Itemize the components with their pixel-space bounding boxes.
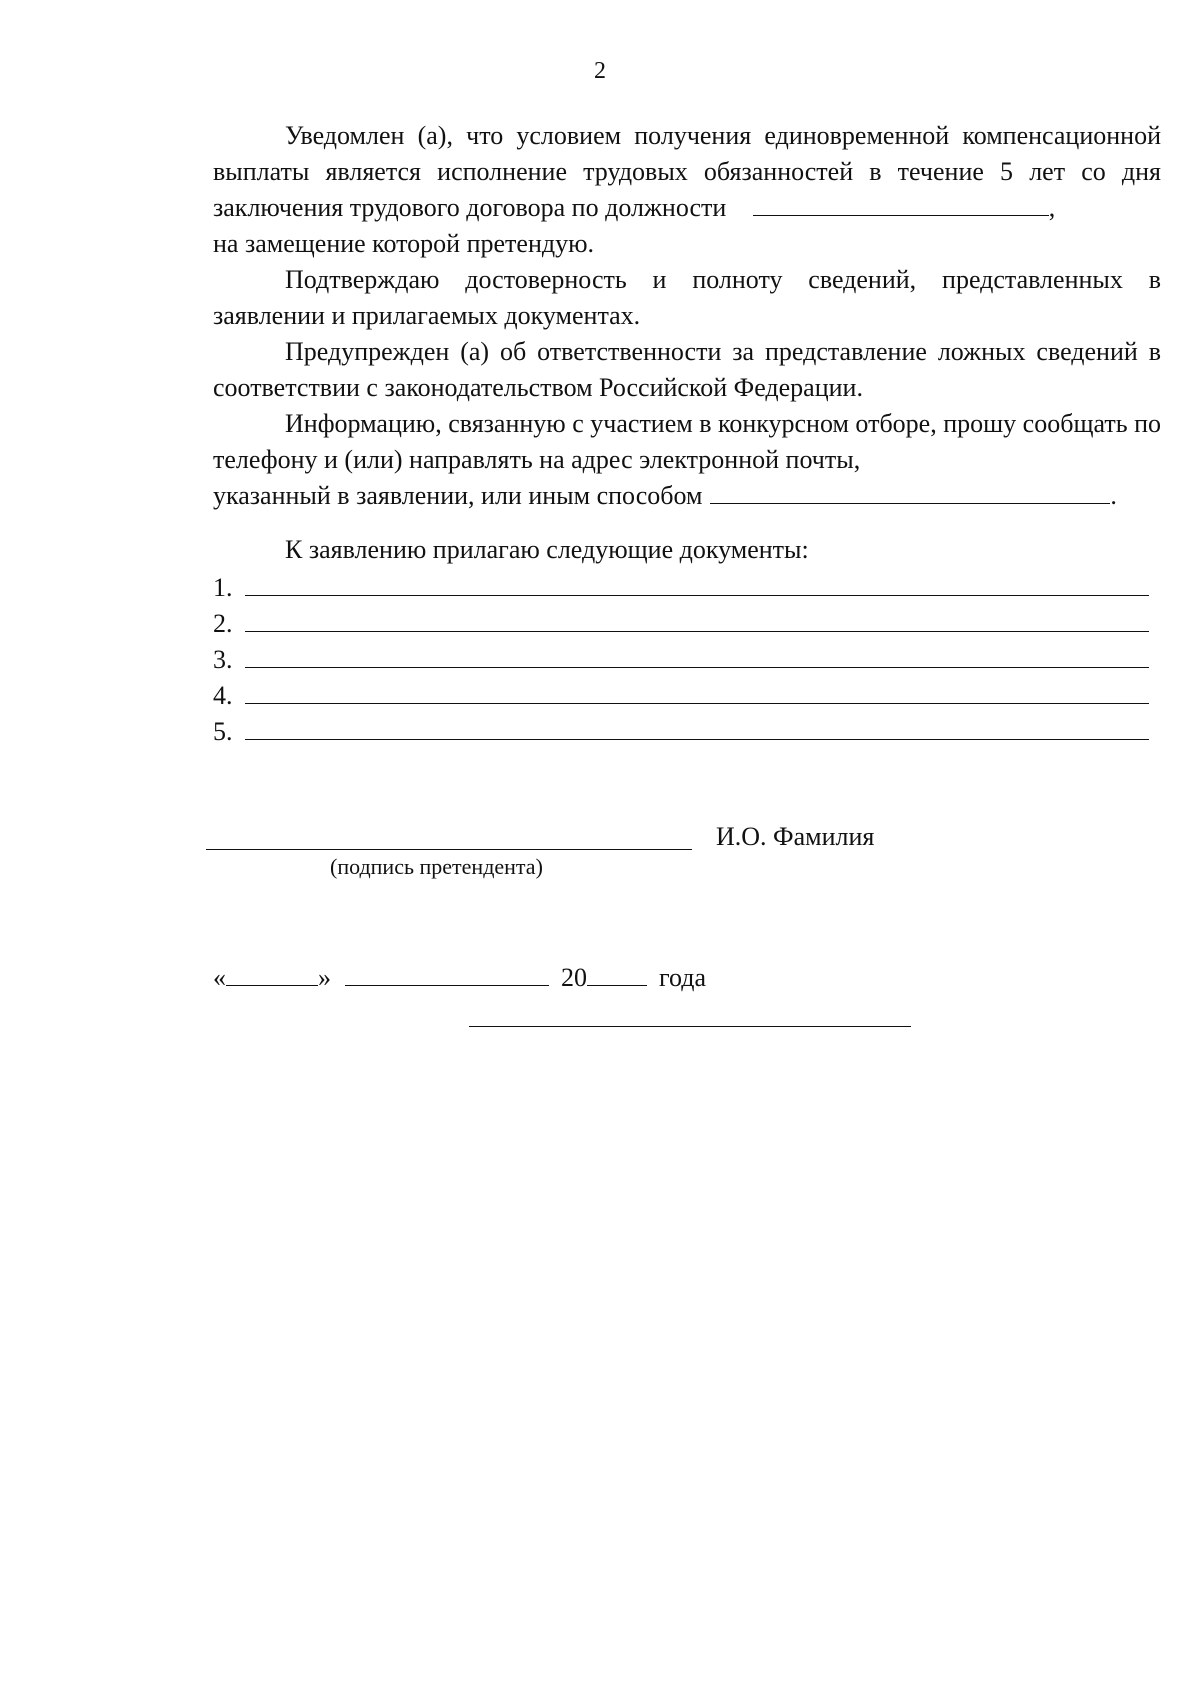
document-number: 3. [213, 645, 233, 674]
document-field[interactable] [245, 679, 1149, 704]
month-field[interactable] [345, 963, 549, 986]
signer-name: И.О. Фамилия [716, 822, 875, 851]
comma: , [1048, 193, 1056, 222]
paragraph-notification-continuation: на замещение которой претендую. [213, 229, 595, 258]
period: . [1110, 481, 1117, 510]
signature-caption: (подпись претендента) [330, 854, 543, 879]
document-row [213, 571, 1149, 607]
document-row [213, 679, 1149, 715]
contact-method-field[interactable] [710, 479, 1110, 504]
paragraph-warning: Предупрежден (а) об ответственности за представление ложных сведений в соответствии с законодательством Российской Федерации. [213, 337, 1161, 402]
year-prefix: 20 [561, 963, 587, 992]
document-row [213, 607, 1149, 643]
date-open-quote: « [213, 963, 226, 992]
date-line [213, 963, 706, 993]
document-row [213, 643, 1149, 679]
statement-body [213, 118, 1161, 514]
paragraph-contact [213, 406, 1161, 478]
document-number: 5. [213, 717, 233, 746]
position-field[interactable] [753, 191, 1049, 216]
paragraph-notification [213, 118, 1161, 226]
page-number: 2 [594, 58, 606, 84]
documents-heading: К заявлению прилагаю следующие документы: [285, 535, 809, 564]
date-close-quote: » [318, 963, 331, 992]
day-field[interactable] [226, 963, 318, 986]
document-number: 1. [213, 573, 233, 602]
document-field[interactable] [245, 607, 1149, 632]
documents-list [213, 571, 1149, 751]
paragraph-notification-text: Уведомлен (а), что условием получения единовременной компенсационной выплаты является исполнение трудовых обязанностей в течение 5 лет со дня заключения трудового договора по должности [213, 121, 1161, 222]
paragraph-contact-text: Информацию, связанную с участием в конкурсном отборе, прошу сообщать по телефону и (или) направлять на адрес электронной почты, [213, 409, 1161, 474]
document-number: 4. [213, 681, 233, 710]
document-field[interactable] [245, 715, 1149, 740]
paragraph-contact-last-line [213, 478, 1161, 514]
paragraph-contact-last-text: указанный в заявлении, или иным способом [213, 481, 703, 510]
document-row [213, 715, 1149, 751]
bottom-signature-field[interactable] [469, 1026, 911, 1027]
paragraph-confirmation: Подтверждаю достоверность и полноту сведений, представленных в заявлении и прилагаемых документах. [213, 265, 1161, 330]
year-suffix: года [659, 963, 707, 992]
document-field[interactable] [245, 643, 1149, 668]
document-number: 2. [213, 609, 233, 638]
document-field[interactable] [245, 571, 1149, 596]
signature-field[interactable] [206, 849, 692, 850]
year-field[interactable] [587, 963, 647, 986]
